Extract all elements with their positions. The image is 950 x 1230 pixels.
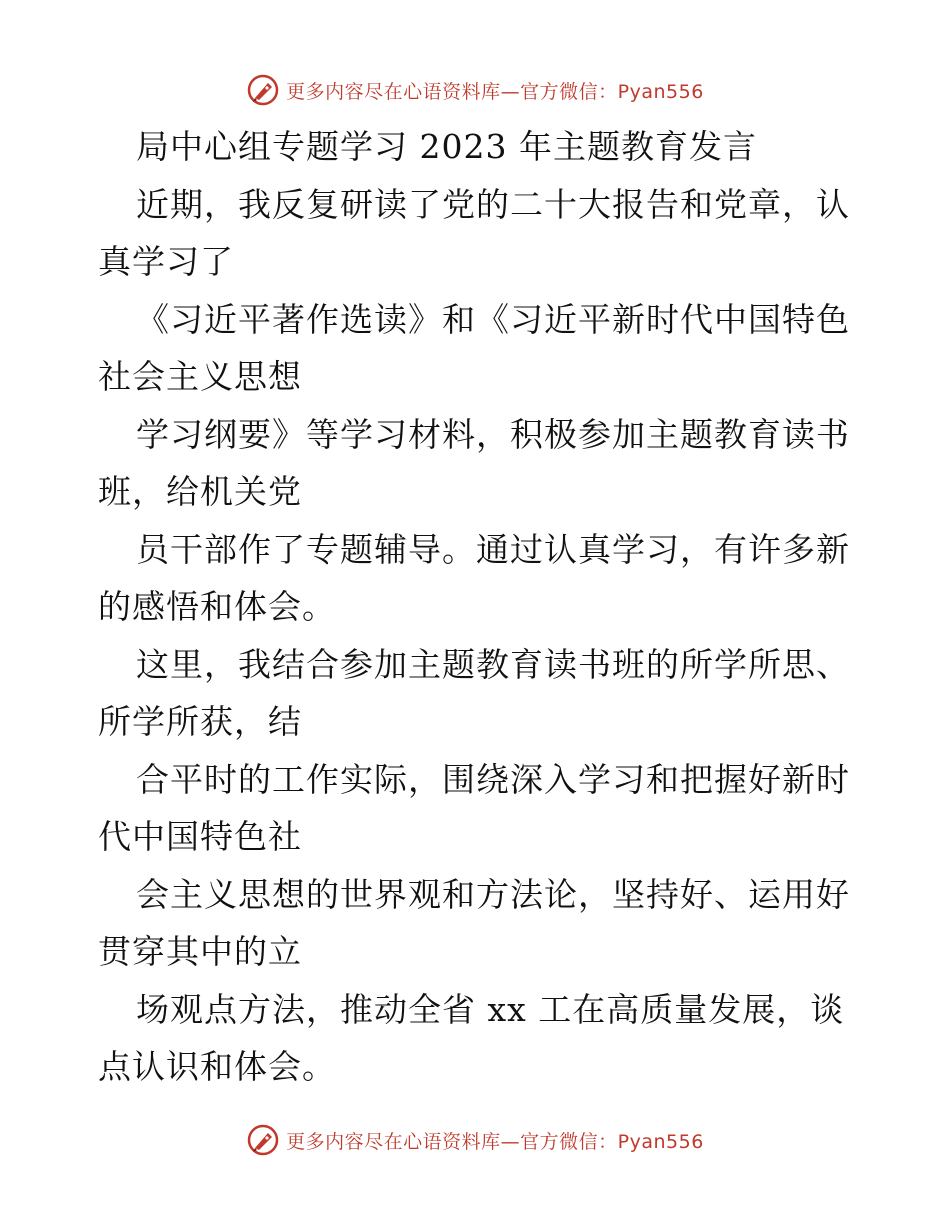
text-line: 会主义思想的世界观和方法论，坚持好、运用好	[136, 874, 850, 914]
text-line: 贯穿其中的立	[98, 932, 302, 971]
text-line: 所学所获，结	[98, 702, 302, 741]
text-line: 场观点方法，推动全省 xx 工在高质量发展，谈	[136, 989, 845, 1029]
text-line: 近期，我反复研读了党的二十大报告和党章，认	[136, 184, 850, 224]
document-title: 局中心组专题学习 2023 年主题教育发言	[136, 127, 757, 166]
header-watermark	[0, 70, 950, 110]
text-line: 的感悟和体会。	[98, 587, 336, 626]
text-line: 这里，我结合参加主题教育读书班的所学所思、	[136, 644, 850, 684]
text-line: 员干部作了专题辅导。通过认真学习，有许多新	[136, 529, 850, 569]
text-line: 点认识和体会。	[98, 1047, 336, 1086]
document-body	[98, 118, 850, 1096]
watermark-text: 更多内容尽在心语资料库—官方微信：Pyan556	[286, 1130, 704, 1153]
pen-nib-logo-icon	[246, 1123, 280, 1157]
text-line: 真学习了	[98, 242, 234, 281]
watermark-text: 更多内容尽在心语资料库—官方微信：Pyan556	[286, 80, 704, 103]
text-line: 合平时的工作实际，围绕深入学习和把握好新时	[136, 759, 850, 799]
text-line: 社会主义思想	[98, 357, 302, 396]
text-line: 学习纲要》等学习材料，积极参加主题教育读书	[136, 414, 850, 454]
footer-watermark	[0, 1120, 950, 1160]
text-line: 代中国特色社	[98, 817, 302, 856]
text-line: 班，给机关党	[98, 472, 302, 511]
pen-nib-logo-icon	[246, 73, 280, 107]
text-line: 《习近平著作选读》和《习近平新时代中国特色	[136, 299, 850, 339]
